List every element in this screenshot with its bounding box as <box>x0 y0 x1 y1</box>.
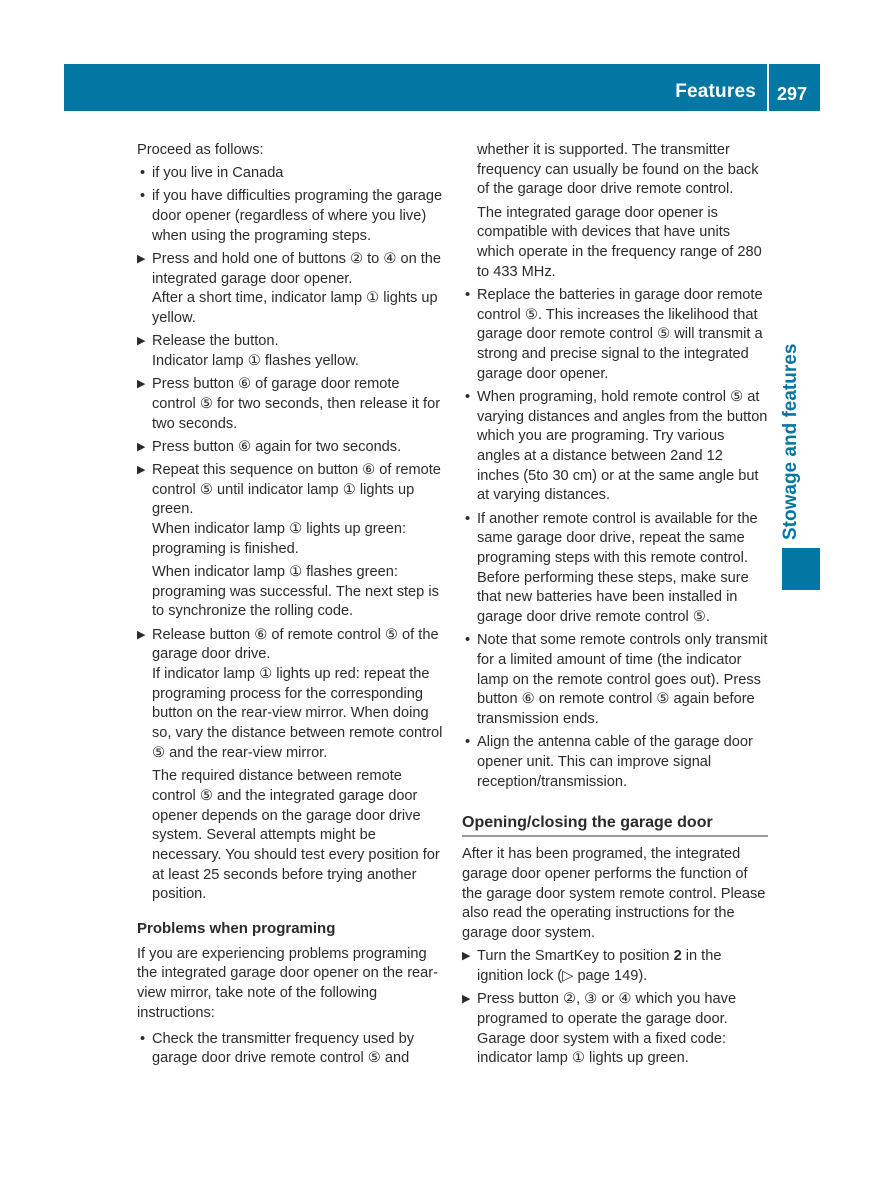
step-item <box>137 375 447 434</box>
step-text: ▶ Release the button. <box>152 333 279 350</box>
step-result: If indicator lamp ① lights up red: repeat the programing process for the corresponding button on the rear-view mirror. When doing so, vary the distance between remote control ⑤ and the rear-view mirror. <box>152 666 443 761</box>
condition-item: • if you live in Canada <box>137 164 447 184</box>
problem-tip: • When programing, hold remote control ⑤ at varying distances and angles from the button which you are programing. Try various angles at a distance between 2and 12 inches (5to 30 cm) or at the same angle but at varying distances. <box>462 388 768 506</box>
step-text-cont: in the ignition lock (▷ page 149). <box>477 948 722 984</box>
continuation-text: whether it is supported. The transmitter frequency can usually be found on the back of the garage door drive remote control. <box>477 142 759 198</box>
problem-tip: • Align the antenna cable of the garage door opener unit. This can improve signal reception/transmission. <box>462 733 768 792</box>
step-result: When indicator lamp ① lights up green: programing is finished. <box>152 521 407 557</box>
problem-tip: • If another remote control is available for the same garage door drive, repeat the same programing steps with this remote control. Before performing these steps, make sure that new batteries have been installed in garage door drive remote control ⑤. <box>462 510 768 628</box>
problem-tip: • Check the transmitter frequency used by garage door drive remote control ⑤ and <box>137 1030 447 1069</box>
header-bar <box>64 64 820 111</box>
page-number: 297 <box>777 84 808 104</box>
opening-intro: After it has been programed, the integrated garage door opener performs the function of the garage door system remote control. Please also read the operating instructions for the garage door system. <box>462 846 766 942</box>
step-item <box>137 438 447 458</box>
intro-text: Proceed as follows: <box>137 142 264 158</box>
key-position: 2 <box>673 948 682 965</box>
step-text: ▶ Press button ②, ③ or ④ which you have programed to operate the garage door. <box>477 991 737 1027</box>
step-item <box>137 332 447 371</box>
side-tab-label <box>780 344 802 540</box>
left-column <box>137 141 447 1072</box>
step-result: After a short time, indicator lamp ① lights up yellow. <box>152 290 438 327</box>
section-title: Features <box>675 81 756 102</box>
problems-intro: If you are experiencing problems programing the integrated garage door opener on the rear-view mirror, take note of the following instructions: <box>137 945 439 1021</box>
side-tab-marker <box>782 548 820 590</box>
step-text: ▶ Press and hold one of buttons ② to ④ on the integrated garage door opener. <box>152 251 442 287</box>
step-text: Turn the SmartKey to position <box>477 948 674 965</box>
step-item <box>462 990 768 1069</box>
opening-heading: Opening/closing the garage door <box>462 813 768 838</box>
problem-tip: • Replace the batteries in garage door remote control ⑤. This increases the likelihood that garage door remote control ⑤ will transmit a strong and precise signal to the integrated garage door opener. <box>462 286 768 385</box>
step-result: Garage door system with a fixed code: indicator lamp ① lights up green. <box>477 1030 727 1067</box>
side-tab-text: Stowage and features <box>780 343 801 540</box>
problems-heading: Problems when programing <box>137 920 336 938</box>
step-note: The required distance between remote control ⑤ and the integrated garage door opener depends on the garage door drive system. Several attempts might be necessary. You should test every position for at least 25 seconds before trying another position. <box>152 768 440 903</box>
step-result: Indicator lamp ① flashes yellow. <box>152 353 359 370</box>
step-item <box>462 947 768 986</box>
compatibility-text: The integrated garage door opener is compatible with devices that have units which operate in the frequency range of 280 to 433 MHz. <box>477 204 762 280</box>
step-text: ▶ Press button ⑥ again for two seconds. <box>152 438 402 455</box>
step-item <box>137 250 447 329</box>
step-note: When indicator lamp ① flashes green: programing was successful. The next step is to synchronize the rolling code. <box>152 564 439 620</box>
right-column <box>462 141 768 1072</box>
step-text: ▶ Release button ⑥ of remote control ⑤ of the garage door drive. <box>152 626 439 663</box>
step-text: ▶ Press button ⑥ of garage door remote control ⑤ for two seconds, then release it for two seconds. <box>152 376 441 432</box>
step-item <box>137 626 447 764</box>
step-item <box>137 461 447 560</box>
step-text: ▶ Repeat this sequence on button ⑥ of remote control ⑤ until indicator lamp ① lights up green. <box>152 462 441 518</box>
problem-tip: • Note that some remote controls only transmit for a limited amount of time (the indicator lamp on the remote control goes out). Press button ⑥ on remote control ⑤ again before transmission ends. <box>462 631 768 730</box>
header-divider <box>767 64 769 111</box>
condition-item: • if you have difficulties programing the garage door opener (regardless of where you live) when using the programing steps. <box>137 187 447 246</box>
